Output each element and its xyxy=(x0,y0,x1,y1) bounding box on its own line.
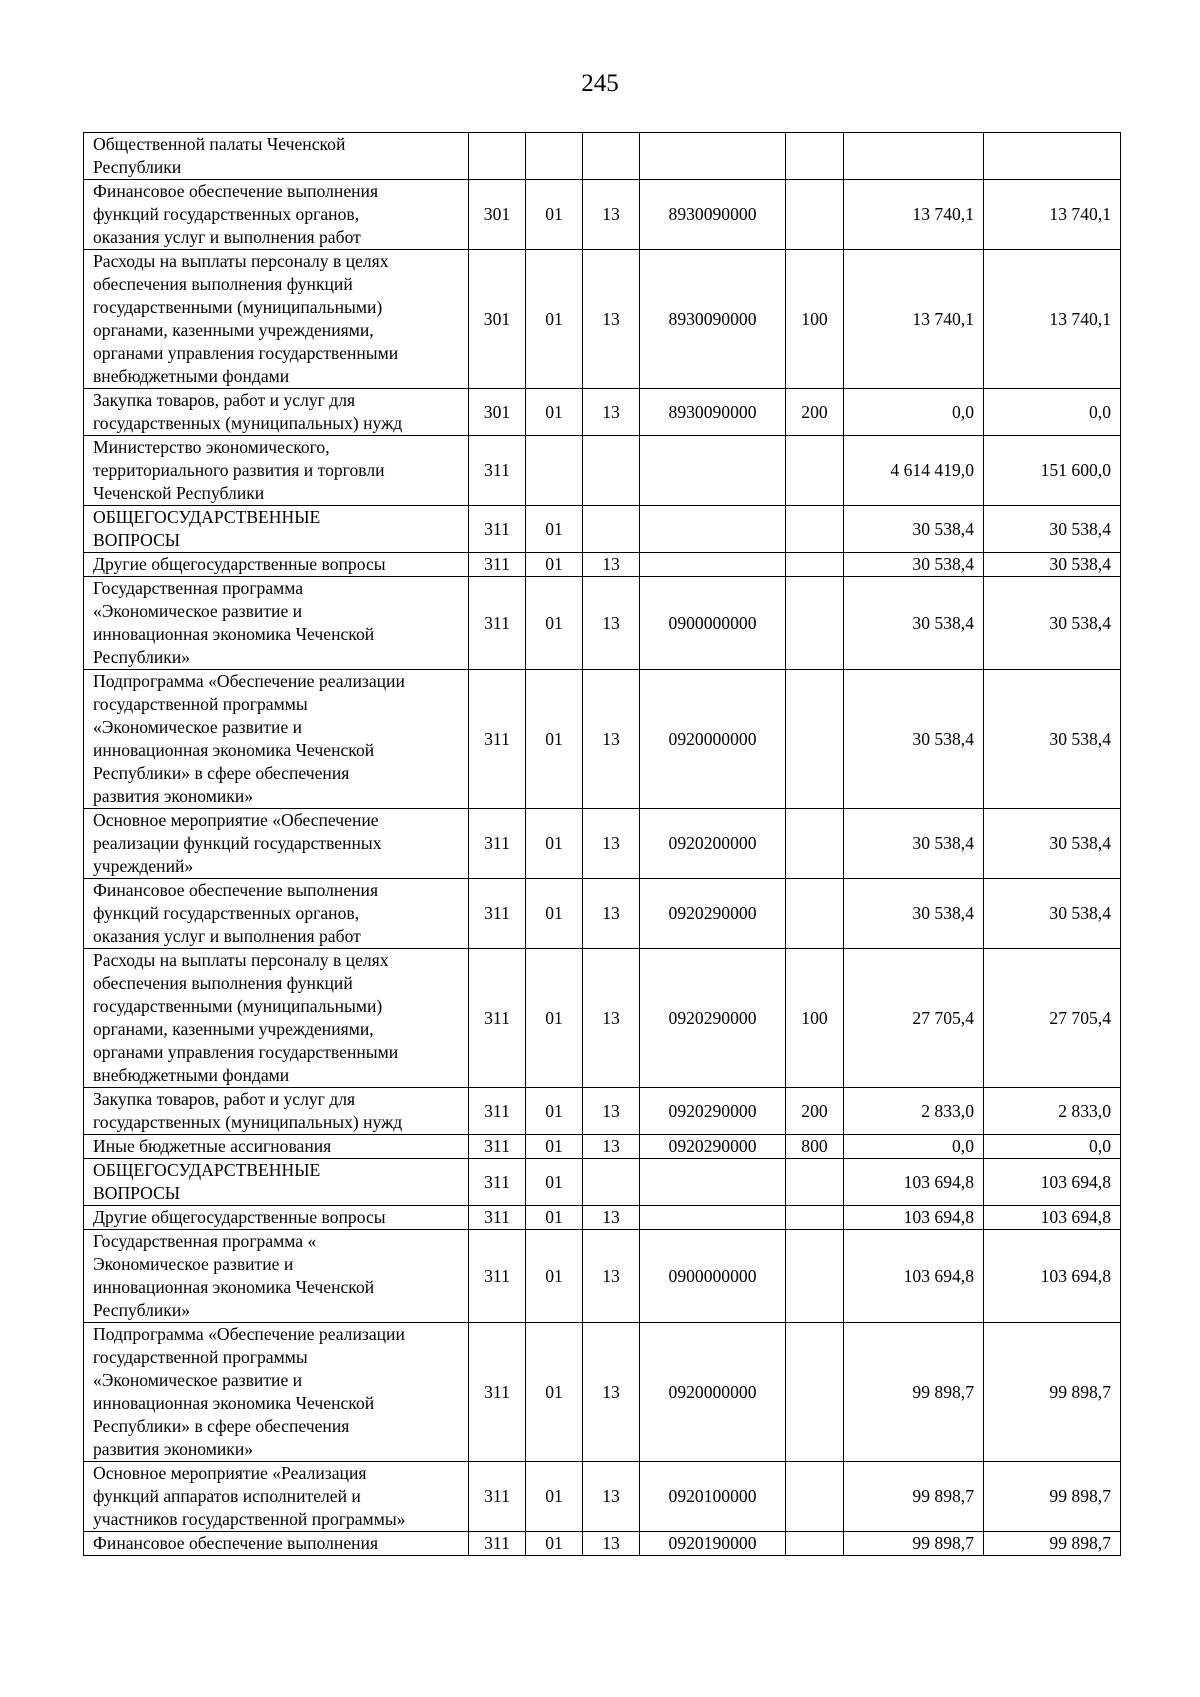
item-name-line: развития экономики» xyxy=(93,786,254,806)
expense-type-cell xyxy=(786,1206,844,1230)
table-row xyxy=(84,506,1121,553)
item-name-line: Чеченской Республики xyxy=(93,483,265,503)
subsection-cell: 13 xyxy=(583,1135,640,1159)
table-row xyxy=(84,1462,1121,1532)
amount-2-cell: 99 898,7 xyxy=(984,1323,1121,1462)
item-name-cell xyxy=(84,436,469,506)
table-row xyxy=(84,1088,1121,1135)
item-name-line: реализации функций государственных xyxy=(93,833,382,853)
ministry-code-cell: 311 xyxy=(469,1323,526,1462)
subsection-cell: 13 xyxy=(583,1206,640,1230)
subsection-cell: 13 xyxy=(583,1230,640,1323)
item-name-line: учреждений» xyxy=(93,856,194,876)
item-name-cell xyxy=(84,879,469,949)
item-name-line: Республики» xyxy=(93,1300,191,1320)
section-cell: 01 xyxy=(526,1462,583,1532)
item-name-cell xyxy=(84,133,469,180)
item-name-line: ВОПРОСЫ xyxy=(93,1183,181,1203)
expense-type-cell: 200 xyxy=(786,1088,844,1135)
target-article-cell xyxy=(640,133,786,180)
target-article-cell xyxy=(640,553,786,577)
item-name-line: «Экономическое развитие и xyxy=(93,1370,303,1390)
item-name-line: Общественной палаты Чеченской xyxy=(93,134,346,154)
section-cell: 01 xyxy=(526,949,583,1088)
amount-1-cell: 27 705,4 xyxy=(844,949,984,1088)
item-name-line: органами управления государственными xyxy=(93,1042,399,1062)
amount-1-cell: 99 898,7 xyxy=(844,1462,984,1532)
amount-1-cell: 30 538,4 xyxy=(844,553,984,577)
expense-type-cell xyxy=(786,577,844,670)
item-name-line: государственными (муниципальными) xyxy=(93,996,383,1016)
table-row xyxy=(84,1230,1121,1323)
item-name-line: Финансовое обеспечение выполнения xyxy=(93,1533,379,1553)
amount-2-cell: 30 538,4 xyxy=(984,879,1121,949)
amount-2-cell: 30 538,4 xyxy=(984,506,1121,553)
subsection-cell: 13 xyxy=(583,809,640,879)
subsection-cell xyxy=(583,133,640,180)
amount-1-cell: 99 898,7 xyxy=(844,1323,984,1462)
subsection-cell: 13 xyxy=(583,949,640,1088)
amount-1-cell: 0,0 xyxy=(844,1135,984,1159)
item-name-cell xyxy=(84,670,469,809)
amount-1-cell: 30 538,4 xyxy=(844,879,984,949)
table-row xyxy=(84,389,1121,436)
item-name-line: Расходы на выплаты персоналу в целях xyxy=(93,251,389,271)
amount-2-cell: 151 600,0 xyxy=(984,436,1121,506)
section-cell xyxy=(526,133,583,180)
subsection-cell: 13 xyxy=(583,1323,640,1462)
subsection-cell xyxy=(583,436,640,506)
expense-type-cell xyxy=(786,670,844,809)
table-row xyxy=(84,180,1121,250)
ministry-code-cell: 311 xyxy=(469,670,526,809)
section-cell: 01 xyxy=(526,250,583,389)
item-name-line: государственных (муниципальных) нужд xyxy=(93,1112,403,1132)
target-article-cell: 0920290000 xyxy=(640,949,786,1088)
target-article-cell: 0920190000 xyxy=(640,1532,786,1556)
amount-2-cell: 0,0 xyxy=(984,389,1121,436)
item-name-line: Республики» в сфере обеспечения xyxy=(93,763,350,783)
ministry-code-cell: 311 xyxy=(469,506,526,553)
item-name-line: Финансовое обеспечение выполнения xyxy=(93,181,379,201)
ministry-code-cell: 311 xyxy=(469,436,526,506)
item-name-cell xyxy=(84,250,469,389)
amount-1-cell: 4 614 419,0 xyxy=(844,436,984,506)
expense-type-cell xyxy=(786,133,844,180)
item-name-line: органами, казенными учреждениями, xyxy=(93,320,374,340)
target-article-cell: 0900000000 xyxy=(640,1230,786,1323)
item-name-cell xyxy=(84,506,469,553)
expense-type-cell: 200 xyxy=(786,389,844,436)
ministry-code-cell: 311 xyxy=(469,1088,526,1135)
table-row xyxy=(84,1206,1121,1230)
item-name-line: Экономическое развитие и xyxy=(93,1254,294,1274)
ministry-code-cell: 301 xyxy=(469,180,526,250)
item-name-line: «Экономическое развитие и xyxy=(93,717,303,737)
subsection-cell: 13 xyxy=(583,1088,640,1135)
item-name-line: Основное мероприятие «Обеспечение xyxy=(93,810,379,830)
section-cell: 01 xyxy=(526,180,583,250)
ministry-code-cell: 311 xyxy=(469,1462,526,1532)
amount-1-cell: 0,0 xyxy=(844,389,984,436)
section-cell xyxy=(526,436,583,506)
subsection-cell: 13 xyxy=(583,553,640,577)
table-row xyxy=(84,553,1121,577)
target-article-cell: 0920000000 xyxy=(640,670,786,809)
table-row xyxy=(84,250,1121,389)
expense-type-cell xyxy=(786,553,844,577)
item-name-cell xyxy=(84,949,469,1088)
amount-2-cell: 0,0 xyxy=(984,1135,1121,1159)
table-row xyxy=(84,436,1121,506)
table-row xyxy=(84,577,1121,670)
item-name-line: функций государственных органов, xyxy=(93,204,360,224)
item-name-cell xyxy=(84,1206,469,1230)
item-name-line: Другие общегосударственные вопросы xyxy=(93,1207,386,1227)
target-article-cell: 0920290000 xyxy=(640,879,786,949)
table-row xyxy=(84,1323,1121,1462)
section-cell: 01 xyxy=(526,577,583,670)
item-name-line: Министерство экономического, xyxy=(93,437,330,457)
item-name-line: территориального развития и торговли xyxy=(93,460,385,480)
ministry-code-cell: 311 xyxy=(469,879,526,949)
item-name-line: оказания услуг и выполнения работ xyxy=(93,227,361,247)
section-cell: 01 xyxy=(526,1159,583,1206)
item-name-line: органами управления государственными xyxy=(93,343,399,363)
item-name-line: обеспечения выполнения функций xyxy=(93,274,353,294)
subsection-cell: 13 xyxy=(583,577,640,670)
section-cell: 01 xyxy=(526,1323,583,1462)
target-article-cell: 8930090000 xyxy=(640,389,786,436)
ministry-code-cell: 311 xyxy=(469,553,526,577)
expense-type-cell xyxy=(786,1159,844,1206)
amount-2-cell: 13 740,1 xyxy=(984,180,1121,250)
amount-1-cell: 30 538,4 xyxy=(844,809,984,879)
target-article-cell: 8930090000 xyxy=(640,250,786,389)
subsection-cell: 13 xyxy=(583,879,640,949)
item-name-cell xyxy=(84,809,469,879)
table-row xyxy=(84,1159,1121,1206)
item-name-cell xyxy=(84,1230,469,1323)
expense-type-cell: 100 xyxy=(786,949,844,1088)
amount-1-cell: 2 833,0 xyxy=(844,1088,984,1135)
expense-type-cell xyxy=(786,436,844,506)
ministry-code-cell: 301 xyxy=(469,389,526,436)
amount-2-cell: 13 740,1 xyxy=(984,250,1121,389)
item-name-line: Основное мероприятие «Реализация xyxy=(93,1463,367,1483)
amount-2-cell: 30 538,4 xyxy=(984,577,1121,670)
section-cell: 01 xyxy=(526,553,583,577)
amount-2-cell: 99 898,7 xyxy=(984,1462,1121,1532)
amount-2-cell: 103 694,8 xyxy=(984,1206,1121,1230)
ministry-code-cell: 311 xyxy=(469,1159,526,1206)
ministry-code-cell: 311 xyxy=(469,949,526,1088)
section-cell: 01 xyxy=(526,1206,583,1230)
item-name-line: Государственная программа « xyxy=(93,1231,317,1251)
target-article-cell xyxy=(640,1206,786,1230)
subsection-cell: 13 xyxy=(583,180,640,250)
item-name-line: Финансовое обеспечение выполнения xyxy=(93,880,379,900)
table-row xyxy=(84,133,1121,180)
table-row xyxy=(84,949,1121,1088)
item-name-line: государственной программы xyxy=(93,694,308,714)
ministry-code-cell: 311 xyxy=(469,809,526,879)
item-name-line: Расходы на выплаты персоналу в целях xyxy=(93,950,389,970)
amount-2-cell: 99 898,7 xyxy=(984,1532,1121,1556)
section-cell: 01 xyxy=(526,1135,583,1159)
subsection-cell xyxy=(583,1159,640,1206)
expense-type-cell xyxy=(786,1532,844,1556)
amount-2-cell: 27 705,4 xyxy=(984,949,1121,1088)
expense-type-cell xyxy=(786,809,844,879)
item-name-line: ОБЩЕГОСУДАРСТВЕННЫЕ xyxy=(93,507,321,527)
item-name-line: Закупка товаров, работ и услуг для xyxy=(93,390,356,410)
expense-type-cell xyxy=(786,879,844,949)
expense-type-cell xyxy=(786,1230,844,1323)
amount-1-cell: 13 740,1 xyxy=(844,180,984,250)
table-row xyxy=(84,879,1121,949)
item-name-line: функций аппаратов исполнителей и xyxy=(93,1486,361,1506)
item-name-line: «Экономическое развитие и xyxy=(93,601,303,621)
section-cell: 01 xyxy=(526,809,583,879)
item-name-line: Другие общегосударственные вопросы xyxy=(93,554,386,574)
target-article-cell: 0920290000 xyxy=(640,1135,786,1159)
item-name-line: оказания услуг и выполнения работ xyxy=(93,926,361,946)
amount-2-cell: 30 538,4 xyxy=(984,670,1121,809)
target-article-cell xyxy=(640,1159,786,1206)
item-name-line: обеспечения выполнения функций xyxy=(93,973,353,993)
item-name-line: Республики xyxy=(93,157,182,177)
ministry-code-cell: 311 xyxy=(469,1135,526,1159)
subsection-cell: 13 xyxy=(583,670,640,809)
item-name-line: развития экономики» xyxy=(93,1439,254,1459)
amount-1-cell xyxy=(844,133,984,180)
item-name-line: участников государственной программы» xyxy=(93,1509,406,1529)
section-cell: 01 xyxy=(526,670,583,809)
target-article-cell: 0920290000 xyxy=(640,1088,786,1135)
subsection-cell: 13 xyxy=(583,1532,640,1556)
target-article-cell: 8930090000 xyxy=(640,180,786,250)
item-name-line: Иные бюджетные ассигнования xyxy=(93,1136,332,1156)
budget-table xyxy=(83,132,1121,1556)
item-name-line: Государственная программа xyxy=(93,578,304,598)
expense-type-cell xyxy=(786,180,844,250)
table-row xyxy=(84,1135,1121,1159)
amount-1-cell: 30 538,4 xyxy=(844,506,984,553)
amount-2-cell: 2 833,0 xyxy=(984,1088,1121,1135)
item-name-cell xyxy=(84,180,469,250)
item-name-line: государственных (муниципальных) нужд xyxy=(93,413,403,433)
item-name-cell xyxy=(84,389,469,436)
item-name-cell xyxy=(84,1159,469,1206)
amount-1-cell: 30 538,4 xyxy=(844,577,984,670)
item-name-cell xyxy=(84,1323,469,1462)
amount-2-cell: 30 538,4 xyxy=(984,809,1121,879)
item-name-line: инновационная экономика Чеченской xyxy=(93,740,375,760)
ministry-code-cell: 311 xyxy=(469,1532,526,1556)
table-row xyxy=(84,1532,1121,1556)
section-cell: 01 xyxy=(526,1088,583,1135)
expense-type-cell: 100 xyxy=(786,250,844,389)
item-name-line: ОБЩЕГОСУДАРСТВЕННЫЕ xyxy=(93,1160,321,1180)
item-name-line: внебюджетными фондами xyxy=(93,1065,290,1085)
amount-2-cell: 103 694,8 xyxy=(984,1159,1121,1206)
amount-2-cell xyxy=(984,133,1121,180)
item-name-cell xyxy=(84,1532,469,1556)
subsection-cell: 13 xyxy=(583,250,640,389)
item-name-cell xyxy=(84,553,469,577)
item-name-line: Подпрограмма «Обеспечение реализации xyxy=(93,1324,405,1344)
target-article-cell: 0900000000 xyxy=(640,577,786,670)
section-cell: 01 xyxy=(526,1230,583,1323)
expense-type-cell xyxy=(786,1323,844,1462)
expense-type-cell: 800 xyxy=(786,1135,844,1159)
ministry-code-cell xyxy=(469,133,526,180)
item-name-line: внебюджетными фондами xyxy=(93,366,290,386)
item-name-line: инновационная экономика Чеченской xyxy=(93,1277,375,1297)
budget-table-body xyxy=(84,133,1121,1556)
subsection-cell: 13 xyxy=(583,1462,640,1532)
amount-1-cell: 30 538,4 xyxy=(844,670,984,809)
item-name-line: ВОПРОСЫ xyxy=(93,530,181,550)
item-name-line: государственными (муниципальными) xyxy=(93,297,383,317)
ministry-code-cell: 301 xyxy=(469,250,526,389)
item-name-line: Закупка товаров, работ и услуг для xyxy=(93,1089,356,1109)
item-name-cell xyxy=(84,1135,469,1159)
amount-1-cell: 13 740,1 xyxy=(844,250,984,389)
ministry-code-cell: 311 xyxy=(469,1206,526,1230)
amount-1-cell: 103 694,8 xyxy=(844,1159,984,1206)
target-article-cell: 0920200000 xyxy=(640,809,786,879)
item-name-cell xyxy=(84,577,469,670)
section-cell: 01 xyxy=(526,506,583,553)
subsection-cell xyxy=(583,506,640,553)
section-cell: 01 xyxy=(526,879,583,949)
page-number: 245 xyxy=(581,70,619,97)
expense-type-cell xyxy=(786,506,844,553)
subsection-cell: 13 xyxy=(583,389,640,436)
target-article-cell xyxy=(640,436,786,506)
item-name-line: органами, казенными учреждениями, xyxy=(93,1019,374,1039)
item-name-line: Подпрограмма «Обеспечение реализации xyxy=(93,671,405,691)
amount-1-cell: 103 694,8 xyxy=(844,1230,984,1323)
section-cell: 01 xyxy=(526,389,583,436)
amount-1-cell: 103 694,8 xyxy=(844,1206,984,1230)
item-name-cell xyxy=(84,1462,469,1532)
target-article-cell xyxy=(640,506,786,553)
target-article-cell: 0920000000 xyxy=(640,1323,786,1462)
item-name-line: инновационная экономика Чеченской xyxy=(93,1393,375,1413)
table-row xyxy=(84,809,1121,879)
expense-type-cell xyxy=(786,1462,844,1532)
target-article-cell: 0920100000 xyxy=(640,1462,786,1532)
item-name-line: Республики» xyxy=(93,647,191,667)
item-name-line: Республики» в сфере обеспечения xyxy=(93,1416,350,1436)
amount-2-cell: 103 694,8 xyxy=(984,1230,1121,1323)
ministry-code-cell: 311 xyxy=(469,1230,526,1323)
amount-2-cell: 30 538,4 xyxy=(984,553,1121,577)
section-cell: 01 xyxy=(526,1532,583,1556)
item-name-cell xyxy=(84,1088,469,1135)
ministry-code-cell: 311 xyxy=(469,577,526,670)
item-name-line: инновационная экономика Чеченской xyxy=(93,624,375,644)
amount-1-cell: 99 898,7 xyxy=(844,1532,984,1556)
table-row xyxy=(84,670,1121,809)
item-name-line: государственной программы xyxy=(93,1347,308,1367)
item-name-line: функций государственных органов, xyxy=(93,903,360,923)
